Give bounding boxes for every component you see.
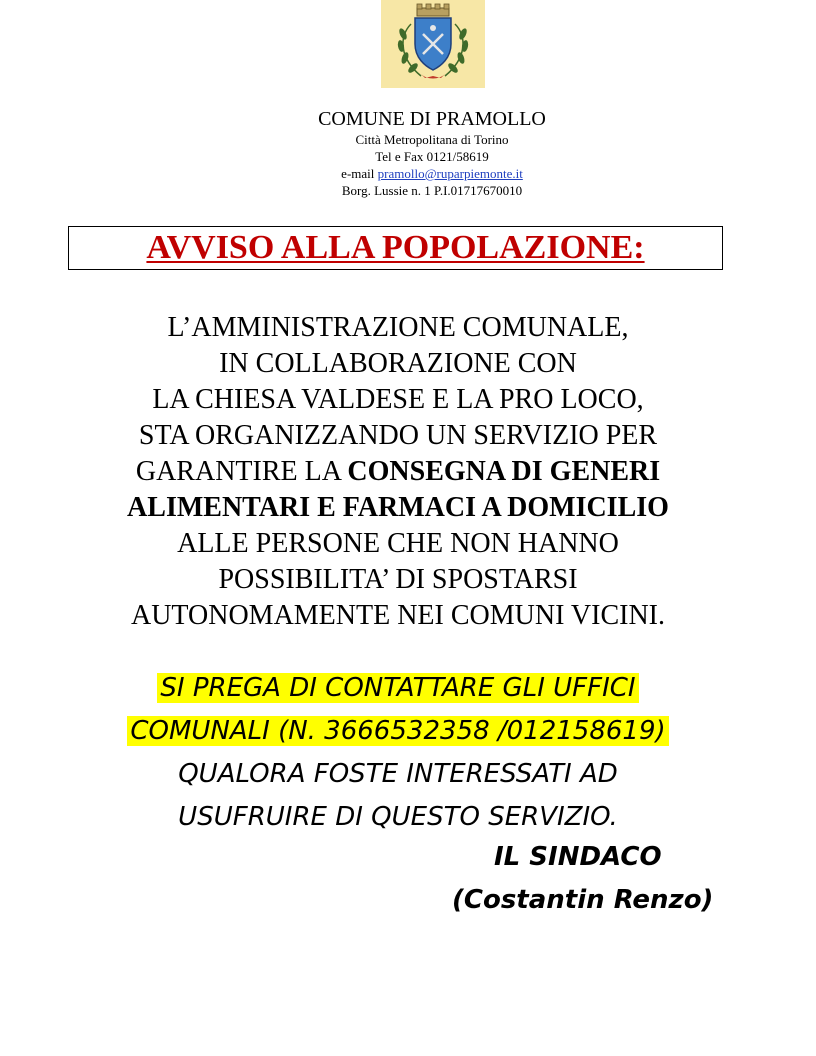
body-line: L’AMMINISTRAZIONE COMUNALE, (167, 312, 629, 343)
announcement-body (0, 310, 796, 634)
address-vat: Borg. Lussie n. 1 P.I.01717670010 (341, 183, 523, 198)
phone-fax: Tel e Fax 0121/58619 (375, 149, 489, 164)
contact-line (0, 710, 796, 753)
body-line (0, 490, 796, 526)
contact-line (0, 667, 796, 710)
body-text-bold: ALIMENTARI E FARMACI A DOMICILIO (127, 492, 669, 523)
signature-name: (Costantin Renzo) (452, 885, 714, 915)
body-text-normal: GARANTIRE LA (135, 456, 348, 487)
body-line: STA ORGANIZZANDO UN SERVIZIO PER (138, 420, 658, 451)
municipal-coat-of-arms (381, 0, 485, 88)
body-line (0, 454, 796, 490)
contact-line: QUALORA FOSTE INTERESSATI AD (178, 759, 618, 789)
body-line: AUTONOMAMENTE NEI COMUNI VICINI. (130, 600, 666, 631)
notice-title-box (68, 226, 723, 270)
contact-line: USUFRUIRE DI QUESTO SERVIZIO. (178, 802, 618, 832)
highlighted-text: COMUNALI (N. 3666532358 /012158619) (127, 716, 668, 746)
metropolitan-city: Città Metropolitana di Torino (355, 132, 509, 147)
municipality-header (0, 107, 816, 199)
email-prefix: e-mail (341, 166, 378, 181)
email-line (0, 165, 816, 182)
body-line: LA CHIESA VALDESE E LA PRO LOCO, (152, 384, 644, 415)
highlighted-text: SI PREGA DI CONTATTARE GLI UFFICI (157, 673, 638, 703)
body-line: POSSIBILITA’ DI SPOSTARSI (218, 564, 578, 595)
body-text-bold: CONSEGNA DI GENERI (347, 456, 661, 487)
notice-title: AVVISO ALLA POPOLAZIONE: (146, 229, 645, 266)
email-link[interactable]: pramollo@ruparpiemonte.it (377, 166, 523, 181)
body-line: IN COLLABORAZIONE CON (219, 348, 577, 379)
signature-title: IL SINDACO (494, 842, 662, 872)
contact-request (0, 667, 796, 839)
body-line: ALLE PERSONE CHE NON HANNO (177, 528, 619, 559)
municipality-name: COMUNE DI PRAMOLLO (318, 108, 546, 130)
